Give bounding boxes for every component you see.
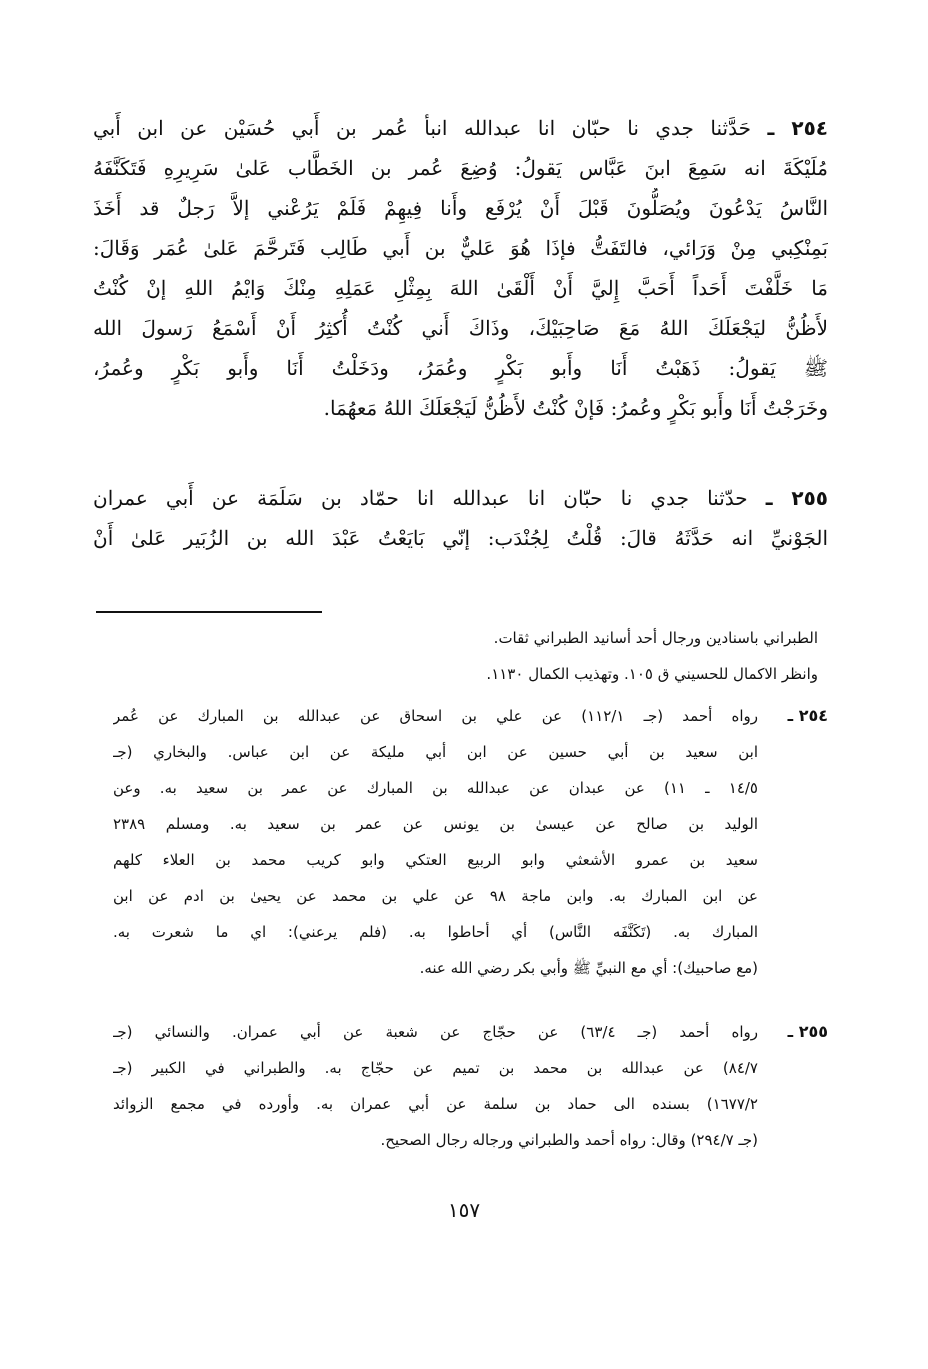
hadith-255-line-1 xyxy=(93,478,828,518)
hadith-255-number: ٢٥٥ ـ xyxy=(765,486,828,510)
hadith-255-line-2: الجَوْنيِّ انه حَدَّثَهُ قالَ: قُلْتُ لِجُنْدَب: إنّي بَايَعْتُ عَبْدَ الله بن الزُبَير عَلىٰ أَنْ xyxy=(93,526,828,550)
footnote-254-line-1: رواه أحمد (جـ ١١٢/١) عن علي بن اسحاق عن عبدالله بن المبارك عن عُمر xyxy=(113,707,758,725)
footnote-carry-line-1: الطبراني باسنادين ورجال أحد أسانيد الطبراني ثقات. xyxy=(493,629,818,647)
hadith-254-line-7: ﷺ يَقولُ: ذَهَبْتُ أَنَا وأَبو بَكْرٍ وعُمَرُ، ودَخَلْتُ أَنَا وأَبو بَكْرٍ وعُمرُ، xyxy=(93,356,828,380)
hadith-text: حدّثنا جدي نا حبّان انا عبدالله انا حمّاد بن سَلَمَة عن أَبي عمران xyxy=(93,486,748,510)
footnote-254-line-3: ١٤/٥ ـ ١١) عن عبدان عن عبدالله بن المبارك عن عمر بن سعيد به. وعن xyxy=(113,779,758,797)
footnote-carry-line-2: وانظر الاكمال للحسيني ق ١٠٥. وتهذيب الكمال ١١٣٠. xyxy=(486,665,818,683)
hadith-254-number: ٢٥٤ ـ xyxy=(767,116,828,140)
footnote-254-line-6: عن ابن المبارك به. وابن ماجة ٩٨ عن علي بن محمد عن يحيىٰ بن ادم عن ابن xyxy=(113,887,758,905)
hadith-254-line-5: مَا خَلَّفْتَ أَحَداً أَحَبَّ إِليَّ أَنْ أَلْقَىٰ اللهَ بِمِثْلِ عَمَلِهِ مِنْكَ وَايْمُ اللهِ إنْ كُنْتُ xyxy=(93,276,828,300)
footnote-255-line-1: رواه أحمد (جـ ٦٣/٤) عن حجّاج عن شعبة عن أبي عمران. والنسائي (جـ xyxy=(113,1023,758,1041)
hadith-254-line-3: النَّاسُ يَدْعُونَ ويُصَلُّونَ قَبْلَ أَنْ يُرْفَع وأَنا فِيهِمْ فَلَمْ يَرُعْني إلاَّ رَجلٌ قد أَخَذَ xyxy=(93,196,828,220)
hadith-254-line-6: لأَظُنُّ ليَجْعَلَكَ اللهُ مَعَ صَاحِبَيْكَ، وذَاكَ أَني كُنْتُ أُكثِرُ أَنْ أَسْمَعُ رَسولَ الله xyxy=(93,316,828,340)
footnote-254-line-8: (مع صاحبيك): أي مع النبيِّ ﷺ وأبي بكر رضي الله عنه. xyxy=(419,959,758,977)
page-number: ١٥٧ xyxy=(447,1198,481,1222)
hadith-text: حَدَّثنا جدي نا حبّان انا عبدالله انبأ عُمر بن أَبي حُسَيْن عن ابن أَبي xyxy=(93,116,751,140)
footnote-255-line-4: (جـ ٢٩٤/٧) وقال: رواه أحمد والطبراني ورجاله رجال الصحيح. xyxy=(380,1131,758,1149)
footnote-254-line-4: الوليد بن صالح عن عيسىٰ بن يونس عن عمر بن سعيد به. ومسلم ٢٣٨٩ xyxy=(113,815,758,833)
footnote-255-number: ٢٥٥ ـ xyxy=(787,1022,828,1041)
footnote-separator xyxy=(96,611,322,613)
hadith-254-line-8: وخَرَجْتُ أَنَا وأَبو بَكْرٍ وعُمرُ: فَإنْ كُنْتُ لأَظُنُّ لَيَجْعَلَكَ اللهُ مَعهُمَا. xyxy=(323,396,828,420)
footnote-254-line-5: سعيد بن عمرو الأشعثي وابو الربيع العتكي وابو كريب محمد بن العلاء كلهم xyxy=(113,851,758,869)
footnote-255-line-3: ١٦٧٧/٢) بسنده الى حماد بن سلمة عن أبي عمران به. وأورده في مجمع الزوائد xyxy=(113,1095,758,1113)
hadith-254-line-2: مُلَيْكَةَ انه سَمِعَ ابنَ عَبَّاس يَقولُ: وُضِعَ عُمر بن الخَطَّاب عَلىٰ سَرِيرِهِ فَتَكَنَّفَهُ xyxy=(93,156,828,180)
footnote-254-number: ٢٥٤ ـ xyxy=(787,706,828,725)
footnote-255-line-2: ٨٤/٧) عن عبدالله بن محمد بن تميم عن حجّاج به. والطبراني في الكبير (جـ xyxy=(113,1059,758,1077)
footnote-254-line-2: ابن سعيد بن أبي حسين عن ابن أبي مليكة عن ابن عباس. والبخاري (جـ xyxy=(113,743,758,761)
hadith-254-line-1 xyxy=(93,108,828,148)
hadith-254-line-4: بَمِنْكِبي مِنْ وَرَائي، فالتَفَتُّ فإذَا هُوَ عَليٌّ بن أَبي طَالِب فَتَرحَّمَ عَلىٰ عُمَر وَقَالَ: xyxy=(93,236,828,260)
footnote-254-line-7: المبارك به. (تَكَنَّفَه النَّاس) أي أحاطوا به. (فلم يرعني): اي ما شعرت به. xyxy=(113,923,758,941)
